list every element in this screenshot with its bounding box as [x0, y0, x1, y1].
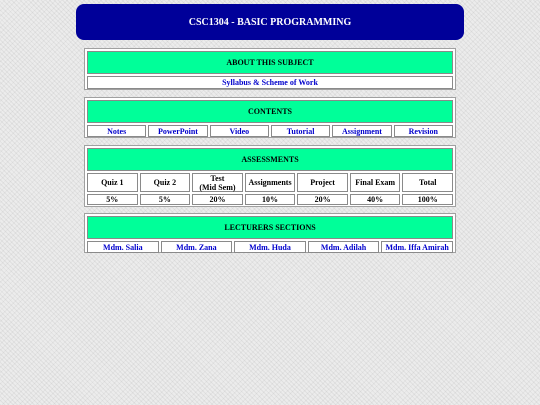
- quiz1-header: Quiz 1: [87, 173, 138, 192]
- total-header: Total: [402, 173, 453, 192]
- about-heading: ABOUT THIS SUBJECT: [87, 51, 453, 74]
- lecturers-heading: LECTURERS SECTIONS: [87, 216, 453, 239]
- assignments-weight: 10%: [245, 194, 296, 205]
- powerpoint-link[interactable]: PowerPoint: [148, 125, 207, 137]
- lecturer-link-salia[interactable]: Mdm. Salia: [87, 241, 159, 253]
- page-header: [76, 4, 464, 40]
- revision-link[interactable]: Revision: [394, 125, 453, 137]
- assignment-link[interactable]: Assignment: [332, 125, 391, 137]
- test-weight: 20%: [192, 194, 243, 205]
- quiz1-weight: 5%: [87, 194, 138, 205]
- lecturers-section: [84, 213, 456, 253]
- video-link[interactable]: Video: [210, 125, 269, 137]
- lecturer-link-zana[interactable]: Mdm. Zana: [161, 241, 233, 253]
- notes-link[interactable]: Notes: [87, 125, 146, 137]
- assessments-section: [84, 145, 456, 207]
- lecturer-link-huda[interactable]: Mdm. Huda: [234, 241, 306, 253]
- test-header: Test (Mid Sem): [192, 173, 243, 192]
- final-exam-header: Final Exam: [350, 173, 401, 192]
- page-title: CSC1304 - BASIC PROGRAMMING: [188, 16, 352, 28]
- assignments-header: Assignments: [245, 173, 296, 192]
- about-section: [84, 48, 456, 90]
- tutorial-link[interactable]: Tutorial: [271, 125, 330, 137]
- lecturer-link-adilah[interactable]: Mdm. Adilah: [308, 241, 380, 253]
- syllabus-link[interactable]: Syllabus & Scheme of Work: [87, 76, 453, 89]
- contents-heading: CONTENTS: [87, 100, 453, 123]
- lecturer-link-iffa-amirah[interactable]: Mdm. Iffa Amirah: [381, 241, 453, 253]
- contents-section: [84, 97, 456, 138]
- project-header: Project: [297, 173, 348, 192]
- assessments-heading: ASSESSMENTS: [87, 148, 453, 171]
- quiz2-weight: 5%: [140, 194, 191, 205]
- total-weight: 100%: [402, 194, 453, 205]
- final-exam-weight: 40%: [350, 194, 401, 205]
- project-weight: 20%: [297, 194, 348, 205]
- quiz2-header: Quiz 2: [140, 173, 191, 192]
